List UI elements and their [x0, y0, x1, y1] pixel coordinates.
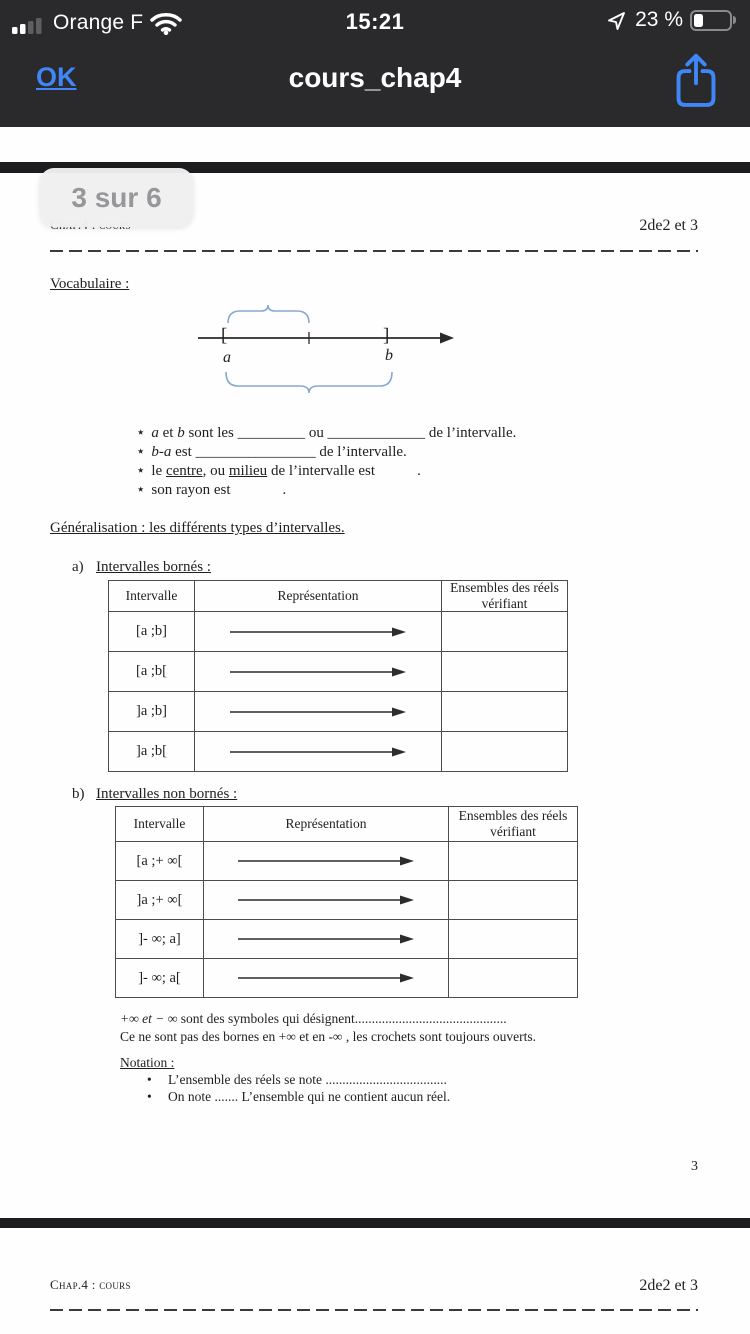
share-icon — [672, 50, 720, 114]
battery-percent-label: 23 % — [635, 8, 683, 31]
section-a-title: Intervalles bornés : — [96, 559, 211, 575]
col-ensembles: Ensembles des réels vérifiant — [441, 581, 567, 611]
col-representation: Représentation — [203, 807, 448, 841]
axis-arrowhead — [440, 333, 454, 344]
nav-bar — [0, 44, 750, 127]
table-bounded-intervals — [108, 580, 568, 772]
table-header-row — [109, 581, 567, 611]
label-a: a — [223, 349, 231, 366]
page2-bottom-edge — [0, 127, 750, 162]
close-bracket: ] — [383, 325, 390, 346]
table-row: [a ;b[ — [109, 651, 567, 691]
location-arrow-icon — [605, 9, 628, 32]
arrow-icon — [236, 933, 416, 945]
table-row: ]- ∞; a[ — [116, 958, 577, 997]
arrow-icon — [236, 894, 416, 906]
table-row: ]a ;b] — [109, 691, 567, 731]
notation-item-1: L’ensemble des réels se note .................................... — [168, 1072, 447, 1087]
table-unbounded-intervals — [115, 806, 578, 998]
carrier-label: Orange F — [53, 11, 144, 34]
number-line-figure — [190, 300, 470, 400]
done-button[interactable]: OK — [36, 62, 77, 92]
page-indicator-badge: 3 sur 6 — [40, 168, 193, 227]
col-ensembles: Ensembles des réels vérifiant — [448, 807, 577, 841]
table-row: ]a ;b[ — [109, 731, 567, 771]
vocab-bullet-4: ⋆ son rayon est . — [136, 482, 287, 498]
number-line-graphics — [190, 300, 470, 400]
notation-bullet-2-dot: • — [147, 1089, 152, 1104]
arrow-icon — [228, 746, 408, 758]
vocab-bullet-2: ⋆ b-a est ________________ de l’intervalle. — [136, 444, 407, 460]
infinity-note-line: +∞ et − ∞ sont des symboles qui désignent............................................. — [120, 1011, 507, 1026]
page3-header-right: 2de2 et 3 — [639, 217, 698, 234]
arrow-icon — [228, 706, 408, 718]
page-number: 3 — [691, 1159, 698, 1174]
table-row: ]a ;+ ∞[ — [116, 880, 577, 919]
time-label: 15:21 — [345, 9, 405, 34]
notation-heading: Notation : — [120, 1055, 175, 1070]
pdf-page-3 — [0, 173, 750, 1218]
pdf-scroll-area[interactable] — [0, 127, 750, 1334]
header-rule — [50, 250, 698, 252]
label-b: b — [385, 347, 393, 364]
section-a-label: a) — [72, 559, 84, 575]
table-header-row — [116, 807, 577, 841]
col-representation: Représentation — [194, 581, 441, 611]
vocab-bullet-1: ⋆ a et b sont les _________ ou _____________ de l’intervalle. — [136, 425, 517, 441]
status-bar — [0, 0, 750, 44]
page4-header-left: Chap.4 : cours — [50, 1277, 131, 1292]
arrow-icon — [228, 666, 408, 678]
section-b-label: b) — [72, 786, 85, 802]
vocabulary-heading: Vocabulaire : — [50, 276, 130, 292]
top-brace — [228, 305, 309, 323]
open-bracket: [ — [221, 325, 228, 346]
share-button[interactable] — [672, 50, 720, 114]
page-separator — [0, 1218, 750, 1228]
col-intervalle: Intervalle — [125, 588, 178, 604]
document-title: cours_chap4 — [288, 62, 462, 93]
table-row: [a ;b] — [109, 611, 567, 651]
arrow-icon — [236, 972, 416, 984]
notation-item-2: On note ....... L’ensemble qui ne contient aucun réel. — [168, 1089, 451, 1104]
pdf-page-4-top — [0, 1228, 750, 1334]
vocab-bullet-3: ⋆ le centre, ou milieu de l’intervalle est . — [136, 463, 421, 479]
page4-header-right: 2de2 et 3 — [639, 1277, 698, 1294]
section-b-title: Intervalles non bornés : — [96, 786, 238, 802]
top-chrome — [0, 0, 750, 127]
battery-icon — [690, 10, 736, 31]
arrow-icon — [236, 855, 416, 867]
brackets-note-line: Ce ne sont pas des bornes en +∞ et en -∞ , les crochets sont toujours ouverts. — [120, 1029, 537, 1044]
bottom-brace — [226, 372, 392, 393]
table-row: ]- ∞; a] — [116, 919, 577, 958]
table-row: [a ;+ ∞[ — [116, 841, 577, 880]
header-rule — [50, 1309, 698, 1311]
notation-bullet-1-dot: • — [147, 1072, 152, 1087]
arrow-icon — [228, 626, 408, 638]
generalisation-heading: Généralisation : les différents types d’intervalles. — [50, 520, 345, 536]
col-intervalle: Intervalle — [133, 816, 186, 832]
